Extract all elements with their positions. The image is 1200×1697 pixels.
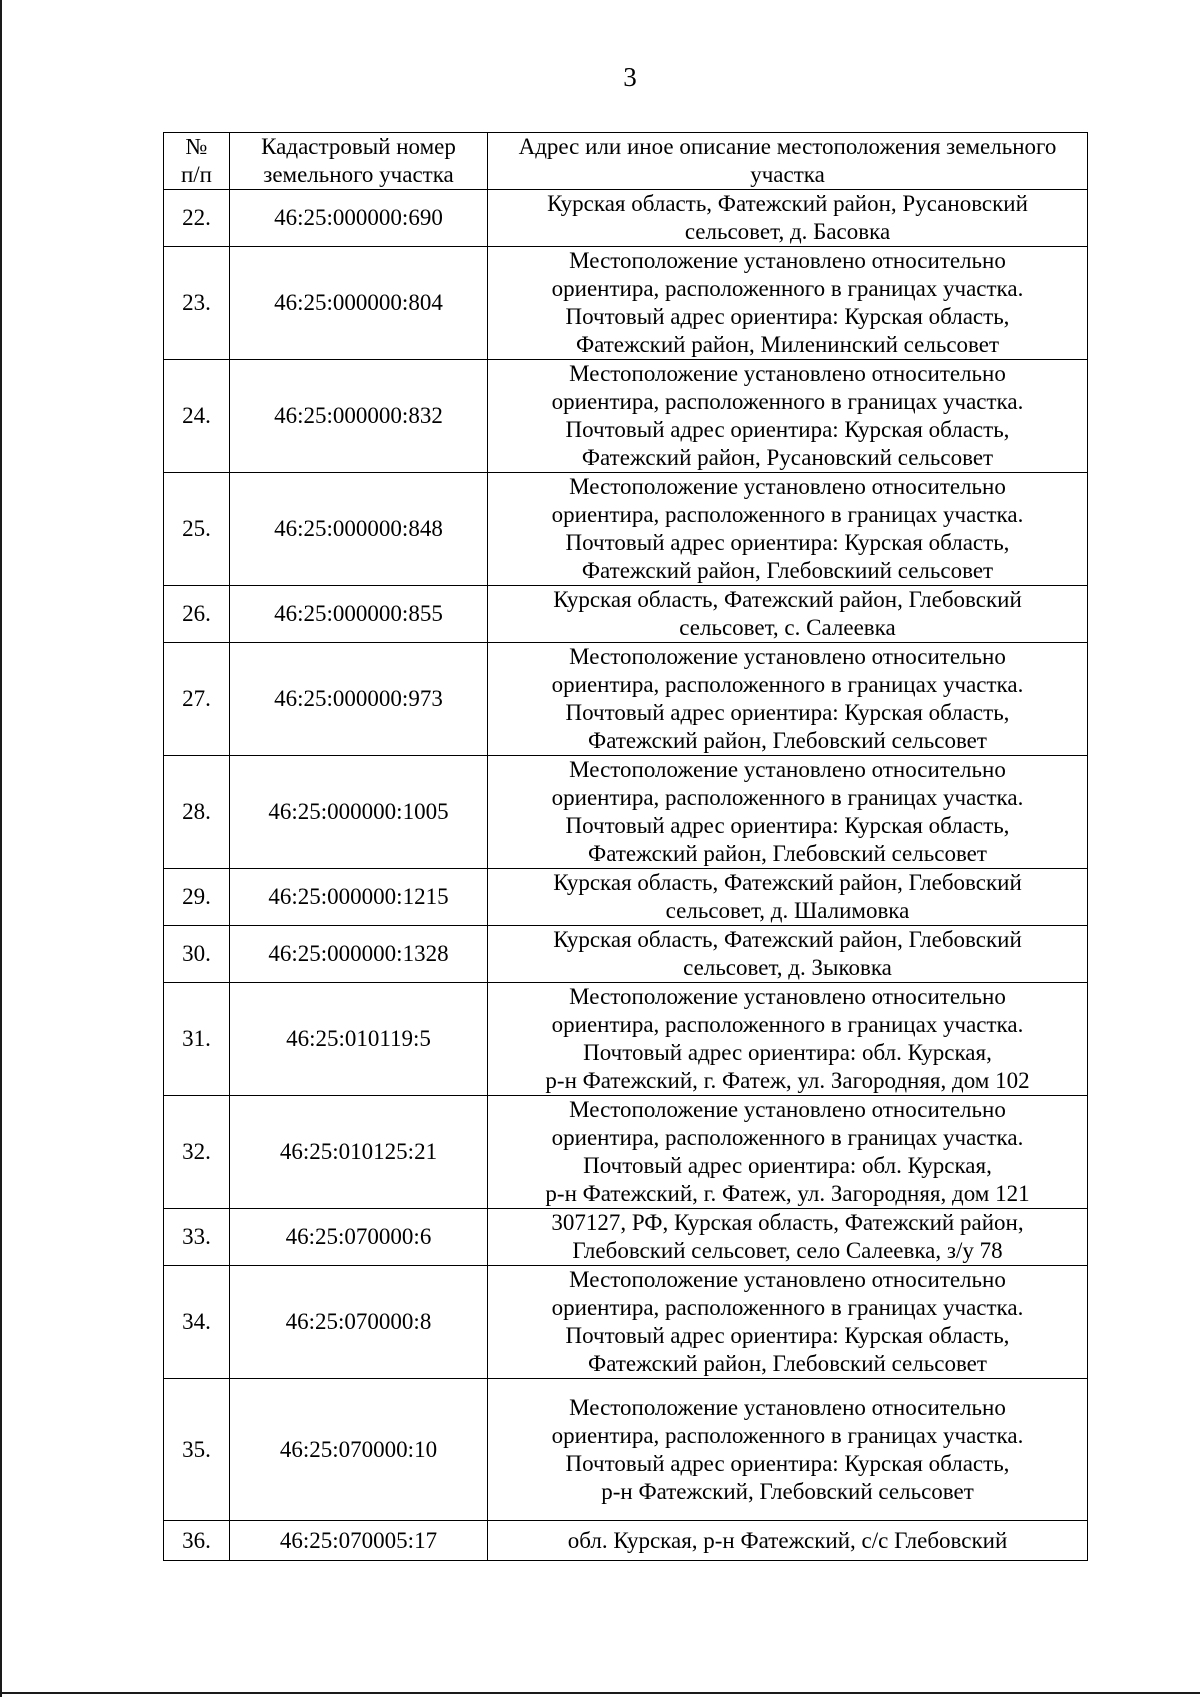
table-row [164,247,1088,360]
table-row [164,190,1088,247]
plot-address: Курская область, Фатежский район, Глебовский сельсовет, д. Шалимовка [488,869,1088,926]
plot-address: Курская область, Фатежский район, Русановский сельсовет, д. Басовка [488,190,1088,247]
cadastral-number: 46:25:000000:1005 [230,756,488,869]
table-row [164,643,1088,756]
table-row [164,1266,1088,1379]
plot-address: Местоположение установлено относительно ориентира, расположенного в границах участка. Почтовый адрес ориентира: Курская область, Фатежский район, Глебовский сельсовет [488,756,1088,869]
row-number: 30. [164,926,230,983]
plot-address: Местоположение установлено относительно ориентира, расположенного в границах участка. Почтовый адрес ориентира: обл. Курская, р-н Фатежский, г. Фатеж, ул. Загородняя, дом 102 [488,983,1088,1096]
scan-edge-left [0,0,2,1697]
plot-address: 307127, РФ, Курская область, Фатежский район, Глебовский сельсовет, село Салеевка, з/у 78 [488,1209,1088,1266]
plot-address: Курская область, Фатежский район, Глебовский сельсовет, д. Зыковка [488,926,1088,983]
cadastral-number: 46:25:000000:832 [230,360,488,473]
plot-address: Местоположение установлено относительно ориентира, расположенного в границах участка. Почтовый адрес ориентира: Курская область, Фатежский район, Глебовский сельсовет [488,1266,1088,1379]
scan-edge-bottom [0,1692,1200,1694]
plot-address: Местоположение установлено относительно ориентира, расположенного в границах участка. Почтовый адрес ориентира: Курская область, Фатежский район, Глебовскиий сельсовет [488,473,1088,586]
row-number: 28. [164,756,230,869]
row-number: 25. [164,473,230,586]
page-number: 3 [623,62,637,92]
land-plots-table [163,132,1088,1561]
cadastral-number: 46:25:000000:1215 [230,869,488,926]
row-number: 24. [164,360,230,473]
cadastral-number: 46:25:000000:804 [230,247,488,360]
row-number: 34. [164,1266,230,1379]
row-number: 31. [164,983,230,1096]
cadastral-number: 46:25:000000:690 [230,190,488,247]
header-cadastral-number: Кадастровый номер земельного участка [230,133,488,190]
cadastral-number: 46:25:010119:5 [230,983,488,1096]
plot-address: Местоположение установлено относительно ориентира, расположенного в границах участка. Почтовый адрес ориентира: Курская область, Фатежский район, Глебовский сельсовет [488,643,1088,756]
row-number: 32. [164,1096,230,1209]
row-number: 35. [164,1379,230,1521]
cadastral-number: 46:25:070000:10 [230,1379,488,1521]
table-row [164,869,1088,926]
cadastral-number: 46:25:070005:17 [230,1521,488,1561]
cadastral-number: 46:25:000000:1328 [230,926,488,983]
cadastral-number: 46:25:000000:973 [230,643,488,756]
row-number: 23. [164,247,230,360]
row-number: 33. [164,1209,230,1266]
plot-address: Местоположение установлено относительно ориентира, расположенного в границах участка. Почтовый адрес ориентира: Курская область, Фатежский район, Русановский сельсовет [488,360,1088,473]
cadastral-number: 46:25:000000:855 [230,586,488,643]
plot-address: Курская область, Фатежский район, Глебовский сельсовет, с. Салеевка [488,586,1088,643]
plot-address: Местоположение установлено относительно ориентира, расположенного в границах участка. Почтовый адрес ориентира: Курская область, р-н Фатежский, Глебовский сельсовет [488,1379,1088,1521]
cadastral-number: 46:25:070000:6 [230,1209,488,1266]
cadastral-number: 46:25:070000:8 [230,1266,488,1379]
table-row [164,586,1088,643]
table-row [164,360,1088,473]
table-row [164,1209,1088,1266]
table-row [164,1379,1088,1521]
table-header-row [164,133,1088,190]
table-row [164,1096,1088,1209]
table-row [164,756,1088,869]
header-number: № п/п [164,133,230,190]
table-row [164,926,1088,983]
row-number: 27. [164,643,230,756]
plot-address: Местоположение установлено относительно ориентира, расположенного в границах участка. Почтовый адрес ориентира: обл. Курская, р-н Фатежский, г. Фатеж, ул. Загородняя, дом 121 [488,1096,1088,1209]
table-row [164,1521,1088,1561]
row-number: 26. [164,586,230,643]
row-number: 22. [164,190,230,247]
header-address: Адрес или иное описание местоположения земельного участка [488,133,1088,190]
row-number: 36. [164,1521,230,1561]
table-row [164,983,1088,1096]
row-number: 29. [164,869,230,926]
plot-address: обл. Курская, р-н Фатежский, с/с Глебовский [488,1521,1088,1561]
cadastral-number: 46:25:000000:848 [230,473,488,586]
table-row [164,473,1088,586]
cadastral-number: 46:25:010125:21 [230,1096,488,1209]
plot-address: Местоположение установлено относительно ориентира, расположенного в границах участка. Почтовый адрес ориентира: Курская область, Фатежский район, Миленинский сельсовет [488,247,1088,360]
